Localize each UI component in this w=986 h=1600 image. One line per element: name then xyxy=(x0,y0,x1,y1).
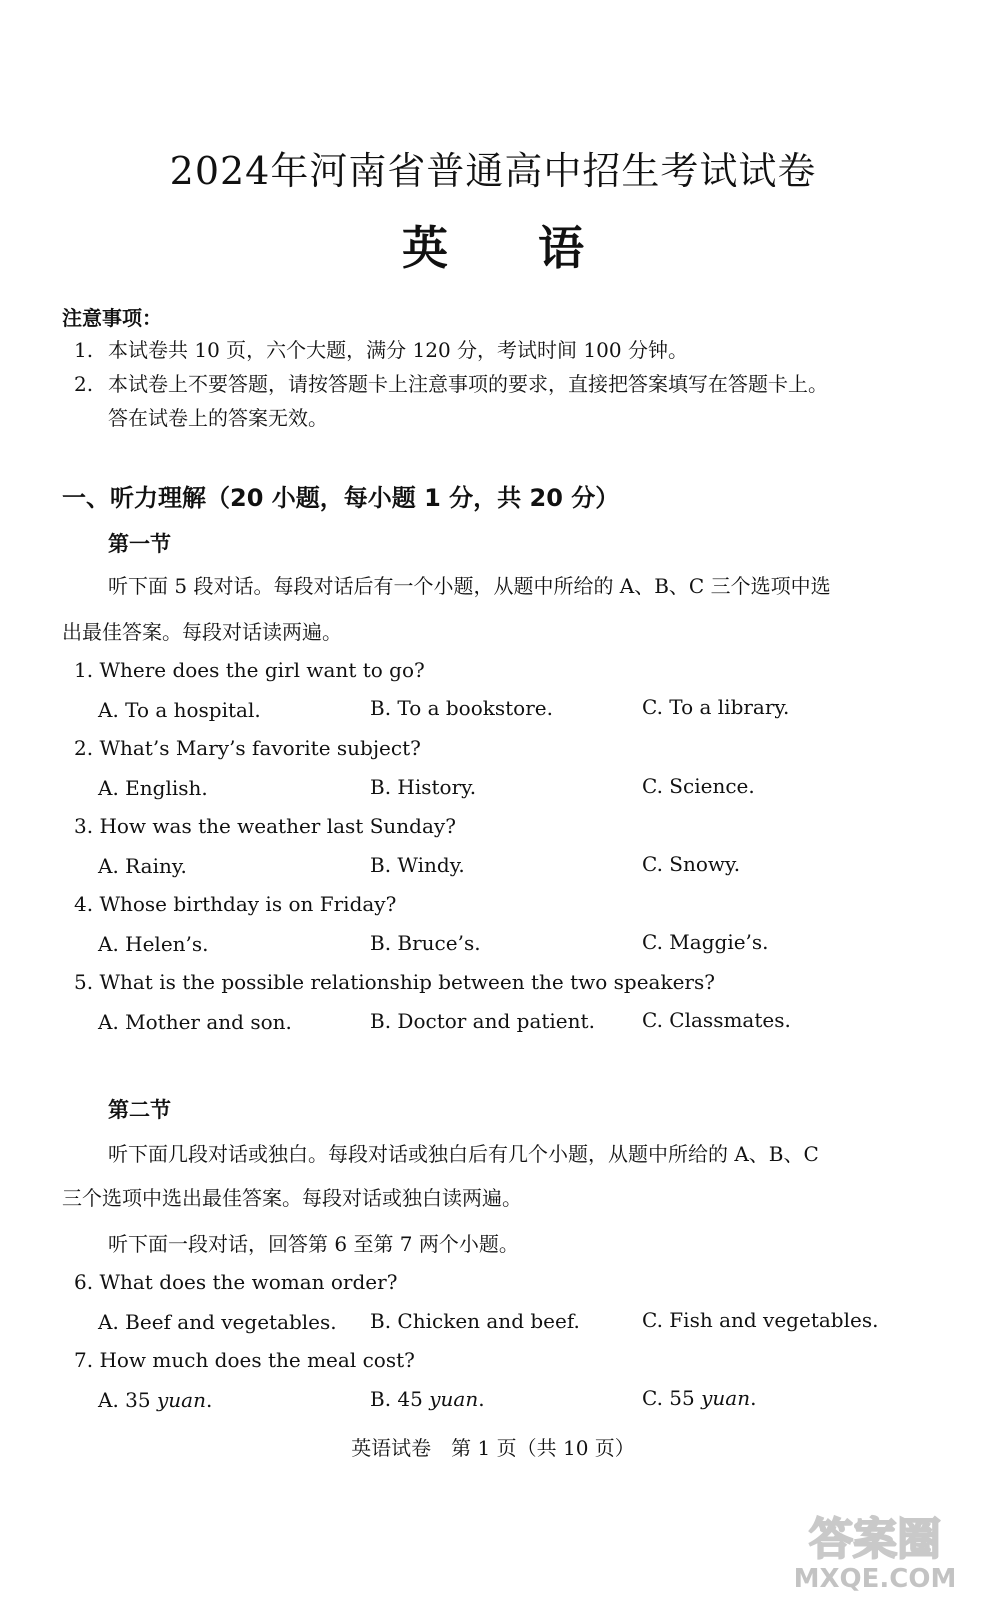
option-amount: C. 55 xyxy=(642,1386,695,1410)
part-2-heading: 第二节 xyxy=(108,1098,171,1122)
part-1-heading: 第一节 xyxy=(108,532,171,556)
notice-heading: 注意事项： xyxy=(62,306,162,330)
notice-item-number: 1. xyxy=(74,338,94,362)
notice-item-text: 本试卷共 10 页，六个大题，满分 120 分，考试时间 100 分钟。 xyxy=(108,338,688,362)
watermark xyxy=(780,1508,970,1594)
question-2-option-c: C. Science. xyxy=(642,774,755,798)
question-7-option-b xyxy=(370,1387,485,1411)
part-2-instructions-line1: 听下面几段对话或独白。每段对话或独白后有几个小题，从题中所给的 A、B、C xyxy=(108,1142,819,1166)
option-amount: B. 45 xyxy=(370,1387,423,1411)
watermark-logo-text: 答案圈 xyxy=(809,1514,941,1565)
part-2-instructions-line3: 听下面一段对话，回答第 6 至第 7 两个小题。 xyxy=(108,1232,519,1256)
notice-item-2 xyxy=(74,368,828,397)
question-4-option-b: B. Bruce’s. xyxy=(370,931,481,955)
notice-item-text: 本试卷上不要答题，请按答题卡上注意事项的要求，直接把答案填写在答题卡上。 xyxy=(108,372,828,396)
question-3-option-c: C. Snowy. xyxy=(642,852,741,876)
question-5-option-c: C. Classmates. xyxy=(642,1008,791,1032)
question-1: 1. Where does the girl want to go? xyxy=(74,658,425,682)
question-3-option-a: A. Rainy. xyxy=(98,854,187,878)
watermark-logo-icon xyxy=(780,1508,970,1568)
question-3-option-b: B. Windy. xyxy=(370,853,465,877)
question-2-option-b: B. History. xyxy=(370,775,477,799)
section-1-heading: 一、听力理解（20 小题，每小题 1 分，共 20 分） xyxy=(62,484,620,512)
question-6-option-a: A. Beef and vegetables. xyxy=(98,1310,337,1334)
question-4-option-c: C. Maggie’s. xyxy=(642,930,769,954)
question-6-option-b: B. Chicken and beef. xyxy=(370,1309,580,1333)
question-2: 2. What’s Mary’s favorite subject? xyxy=(74,736,421,760)
question-6-option-c: C. Fish and vegetables. xyxy=(642,1308,879,1332)
part-2-instructions-line2: 三个选项中选出最佳答案。每段对话或独白读两遍。 xyxy=(62,1186,522,1210)
question-5-option-b: B. Doctor and patient. xyxy=(370,1009,595,1033)
page-footer: 英语试卷 第 1 页（共 10 页） xyxy=(351,1436,635,1460)
question-2-option-a: A. English. xyxy=(98,776,208,800)
currency-unit: yuan xyxy=(429,1387,479,1411)
question-3: 3. How was the weather last Sunday? xyxy=(74,814,456,838)
question-1-option-c: C. To a library. xyxy=(642,695,790,719)
notice-item-1 xyxy=(74,334,688,363)
option-amount: A. 35 xyxy=(98,1388,151,1412)
question-6: 6. What does the woman order? xyxy=(74,1270,398,1294)
part-1-instructions-line1: 听下面 5 段对话。每段对话后有一个小题，从题中所给的 A、B、C 三个选项中选 xyxy=(108,574,831,598)
question-1-option-b: B. To a bookstore. xyxy=(370,696,553,720)
watermark-url: MXQE.COM xyxy=(793,1564,957,1594)
question-4-option-a: A. Helen’s. xyxy=(98,932,209,956)
exam-title: 2024年河南省普通高中招生考试试卷 xyxy=(169,149,817,193)
question-5: 5. What is the possible relationship between the two speakers? xyxy=(74,970,715,994)
period: . xyxy=(478,1387,485,1411)
part-1-instructions-line2: 出最佳答案。每段对话读两遍。 xyxy=(62,620,342,644)
question-4: 4. Whose birthday is on Friday? xyxy=(74,892,397,916)
subject-title: 英语 xyxy=(402,221,674,275)
question-7: 7. How much does the meal cost? xyxy=(74,1348,415,1372)
question-7-option-c xyxy=(642,1386,756,1410)
notice-item-number: 2. xyxy=(74,372,94,396)
period: . xyxy=(750,1386,757,1410)
question-1-option-a: A. To a hospital. xyxy=(98,698,261,722)
notice-item-2-continued: 答在试卷上的答案无效。 xyxy=(108,406,328,430)
period: . xyxy=(205,1388,213,1412)
question-5-option-a: A. Mother and son. xyxy=(98,1010,292,1034)
currency-unit: yuan xyxy=(701,1386,751,1410)
currency-unit: yuan xyxy=(156,1388,206,1412)
question-7-option-a xyxy=(98,1388,212,1412)
